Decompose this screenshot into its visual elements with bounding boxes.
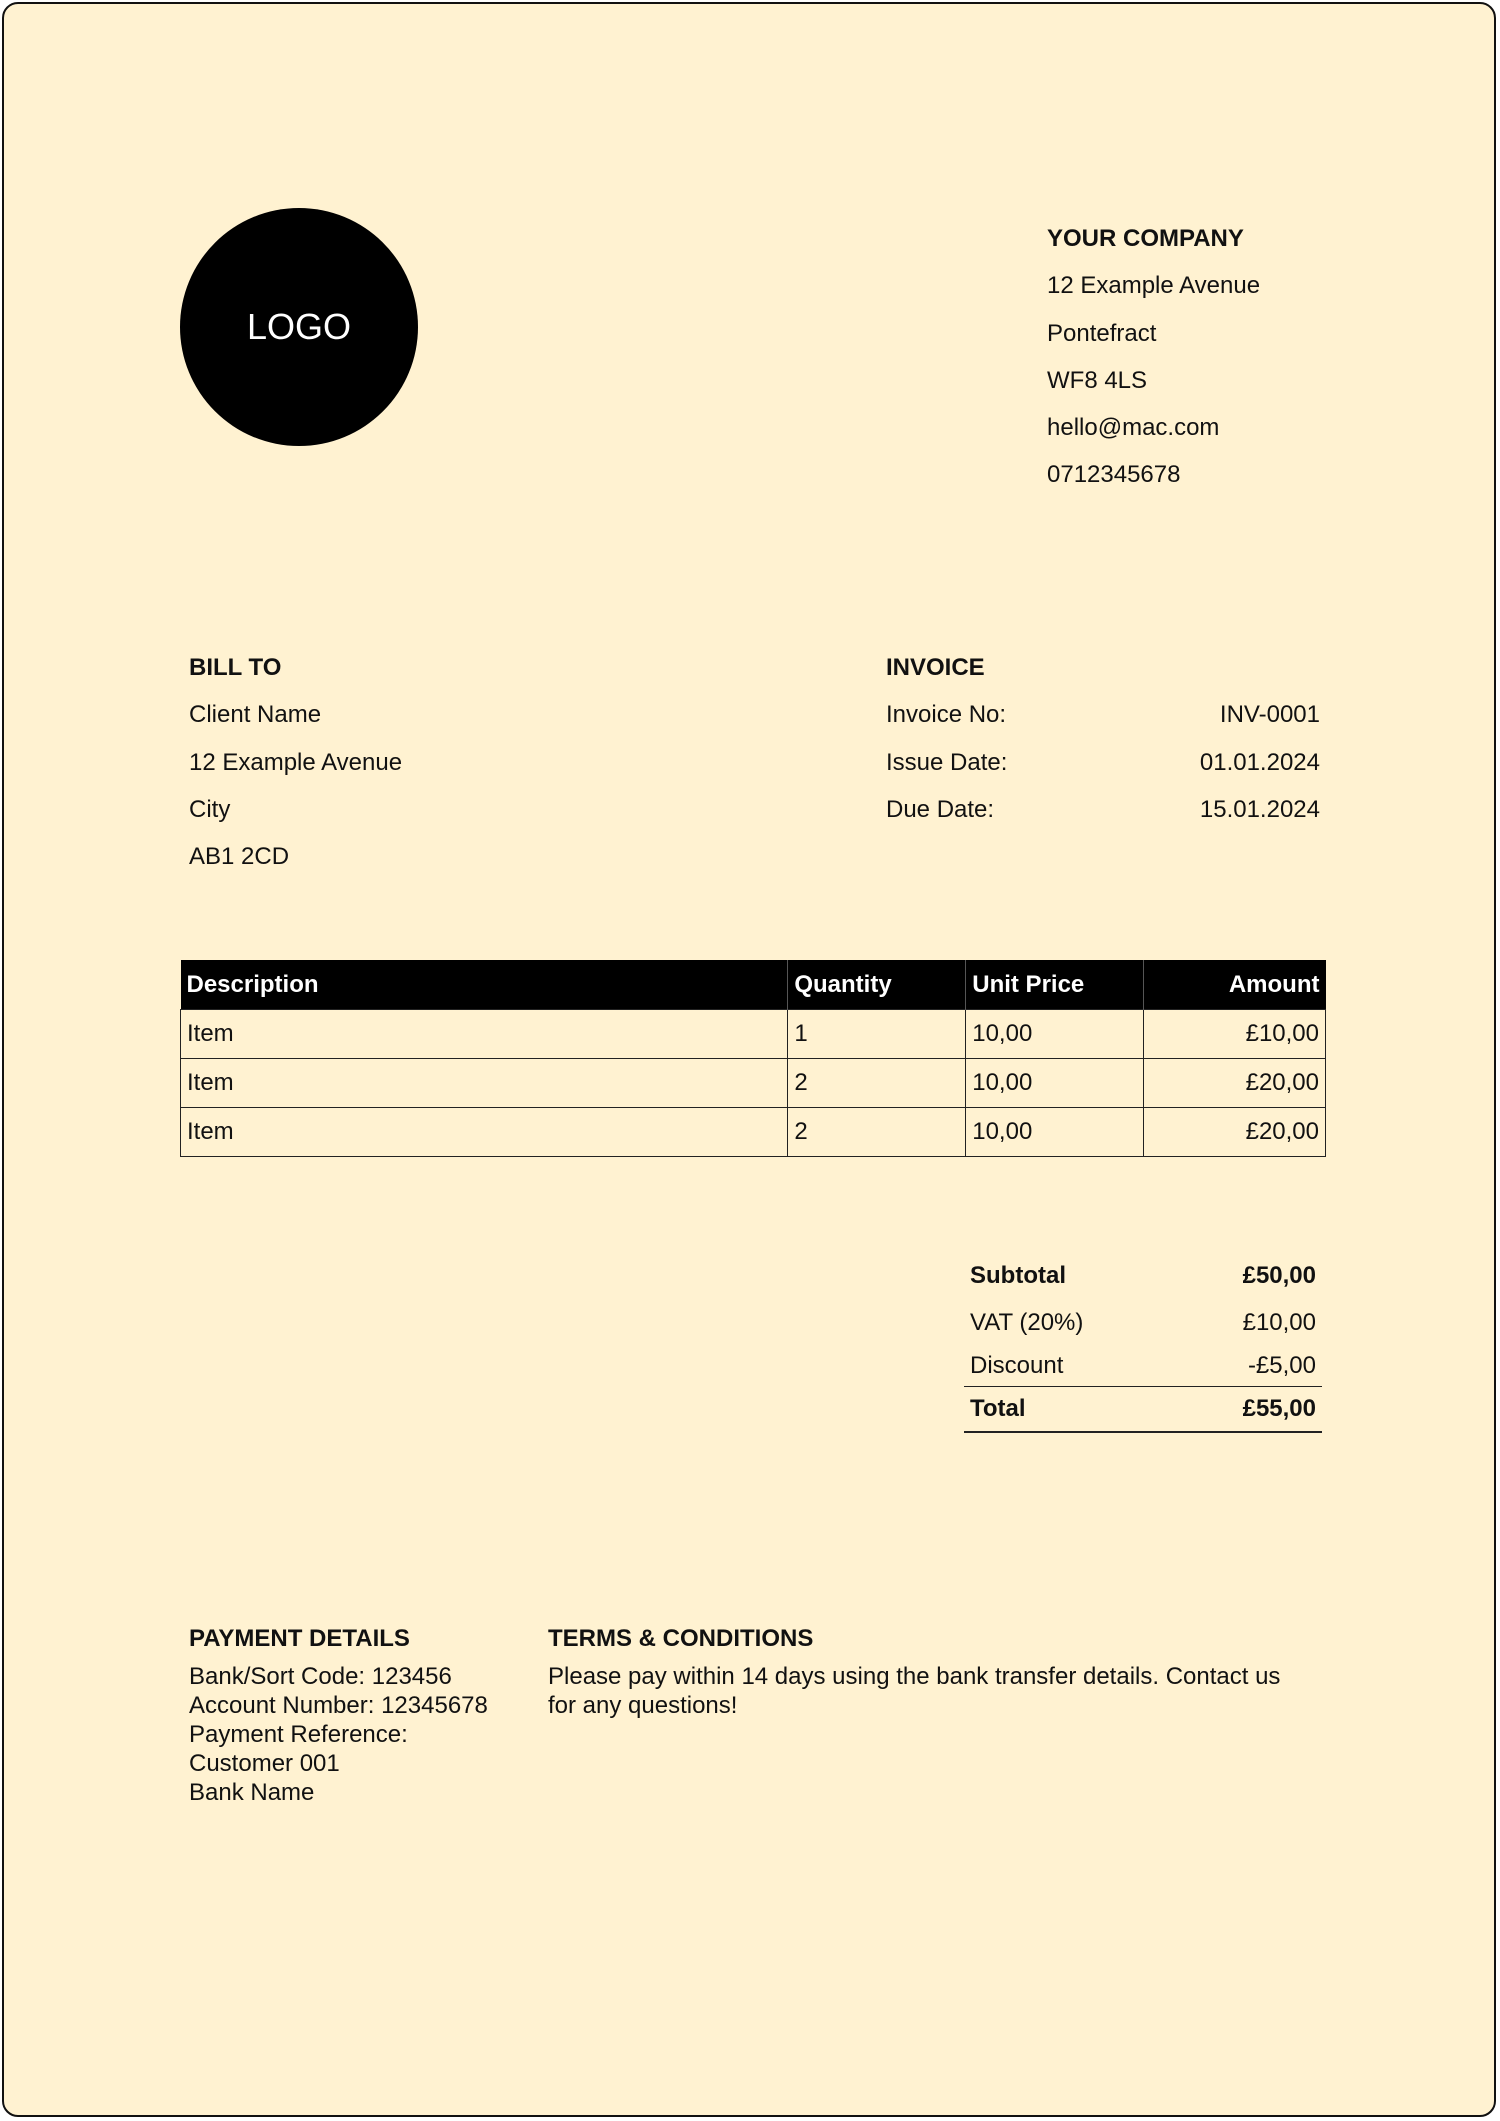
issue-date-label: Issue Date: (886, 748, 1008, 776)
item-amount: £10,00 (1144, 1010, 1326, 1059)
discount-label: Discount (970, 1352, 1064, 1379)
company-phone: 0712345678 (1047, 461, 1181, 489)
payment-reference-label: Payment Reference: (189, 1721, 408, 1748)
item-unit-price: 10,00 (966, 1059, 1144, 1108)
item-unit-price: 10,00 (966, 1010, 1144, 1059)
company-name: YOUR COMPANY (1047, 225, 1244, 252)
client-address: 12 Example Avenue (189, 748, 403, 776)
item-description: Item (181, 1108, 788, 1157)
totals-section (964, 1252, 1322, 1433)
column-header-quantity: Quantity (788, 960, 966, 1010)
item-amount: £20,00 (1144, 1108, 1326, 1157)
table-row (181, 1010, 1326, 1059)
invoice-heading: INVOICE (886, 654, 985, 681)
vat-row (964, 1299, 1322, 1346)
subtotal-label: Subtotal (970, 1262, 1066, 1289)
total-row (964, 1387, 1322, 1433)
table-header-row (181, 960, 1326, 1010)
bank-name: Bank Name (189, 1779, 315, 1806)
company-email: hello@mac.com (1047, 414, 1220, 442)
company-postcode: WF8 4LS (1047, 366, 1148, 394)
client-postcode: AB1 2CD (189, 843, 290, 871)
item-unit-price: 10,00 (966, 1108, 1144, 1157)
line-items-table (180, 960, 1326, 1157)
vat-label: VAT (20%) (970, 1309, 1084, 1336)
payment-details-heading: PAYMENT DETAILS (189, 1625, 410, 1652)
payment-reference-value: Customer 001 (189, 1750, 340, 1777)
client-name: Client Name (189, 701, 322, 729)
bank-sort-code: Bank/Sort Code: 123456 (189, 1663, 452, 1690)
invoice-info-section (886, 644, 1320, 833)
item-quantity: 2 (788, 1108, 966, 1157)
invoice-number-label: Invoice No: (886, 701, 1007, 729)
subtotal-value: £50,00 (1242, 1262, 1316, 1289)
vat-value: £10,00 (1242, 1309, 1316, 1336)
due-date-row (886, 786, 1320, 833)
due-date-label: Due Date: (886, 795, 995, 823)
subtotal-row (964, 1252, 1322, 1299)
company-details (1047, 215, 1260, 499)
table-row (181, 1108, 1326, 1157)
company-city: Pontefract (1047, 319, 1157, 347)
item-description: Item (181, 1010, 788, 1059)
total-value: £55,00 (1242, 1395, 1316, 1422)
terms-line: Please pay within 14 days using the bank transfer details. Contact us (548, 1663, 1281, 1690)
total-label: Total (970, 1395, 1026, 1422)
company-logo (180, 208, 418, 446)
item-quantity: 2 (788, 1059, 966, 1108)
invoice-number-value: INV-0001 (1219, 701, 1320, 729)
discount-value: -£5,00 (1247, 1352, 1316, 1379)
payment-details-section (189, 1624, 529, 1807)
item-description: Item (181, 1059, 788, 1108)
account-number: Account Number: 12345678 (189, 1692, 488, 1719)
due-date-value: 15.01.2024 (1199, 795, 1320, 823)
terms-section (548, 1624, 1328, 1720)
logo-text: LOGO (246, 306, 352, 347)
invoice-number-row (886, 691, 1320, 738)
item-amount: £20,00 (1144, 1059, 1326, 1108)
client-city: City (189, 795, 231, 823)
issue-date-row (886, 739, 1320, 786)
table-row (181, 1059, 1326, 1108)
discount-row (964, 1346, 1322, 1387)
column-header-amount: Amount (1144, 960, 1326, 1010)
bill-to-heading: BILL TO (189, 654, 282, 681)
issue-date-value: 01.01.2024 (1199, 748, 1320, 776)
column-header-description: Description (181, 960, 788, 1010)
terms-heading: TERMS & CONDITIONS (548, 1625, 814, 1652)
column-header-unit-price: Unit Price (966, 960, 1144, 1010)
item-quantity: 1 (788, 1010, 966, 1059)
terms-line: for any questions! (548, 1692, 738, 1719)
bill-to-section (189, 644, 402, 880)
company-address: 12 Example Avenue (1047, 272, 1261, 300)
invoice-page (2, 2, 1496, 2117)
